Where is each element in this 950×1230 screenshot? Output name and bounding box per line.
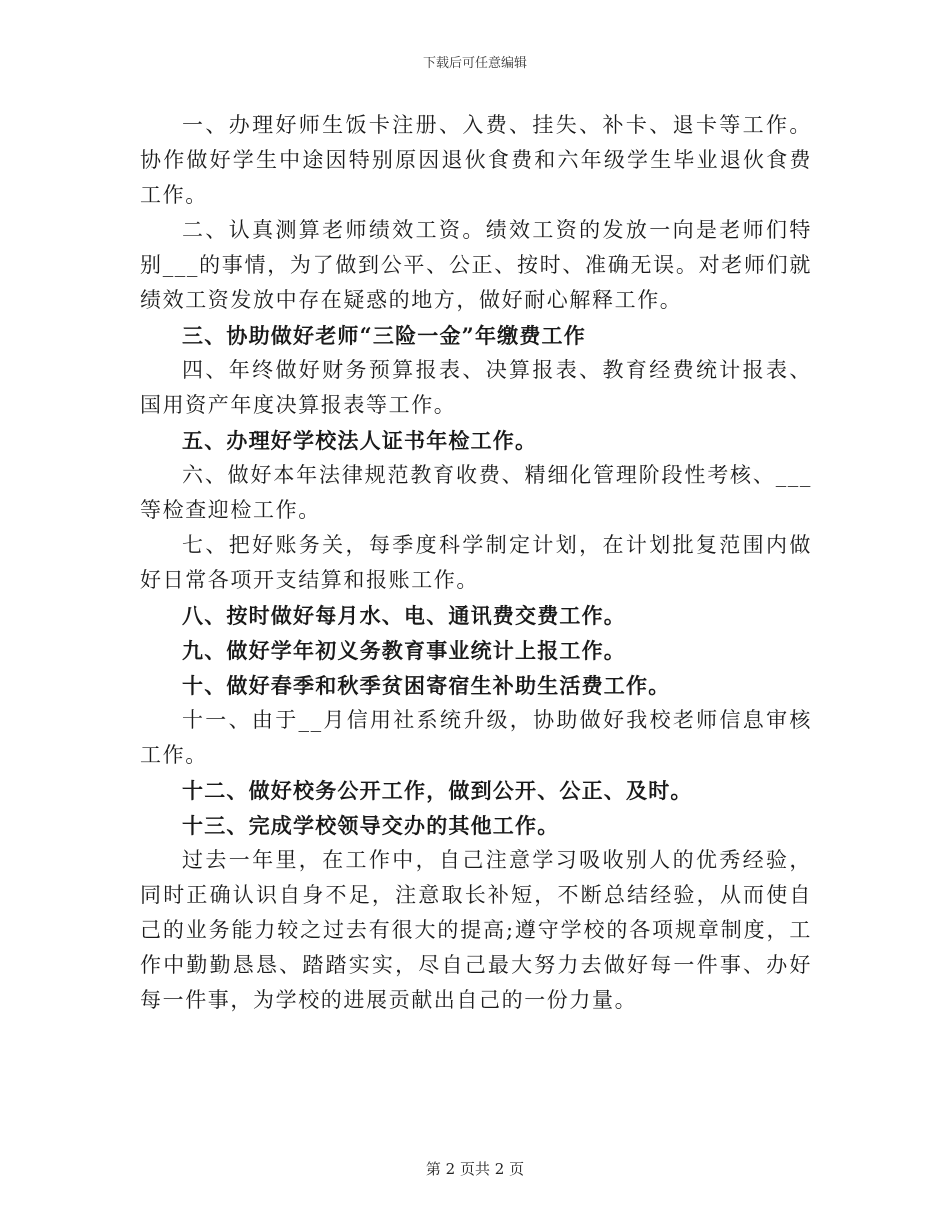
page-header: 下载后可任意编辑 (422, 56, 527, 71)
paragraph-9: 九、做好学年初义务教育事业统计上报工作。 (182, 638, 626, 663)
paragraph-12: 十二、做好校务公开工作，做到公开、公正、及时。 (182, 778, 693, 803)
paragraph-1: 一、办理好师生饭卡注册、入费、挂失、补卡、退卡等工作。协作做好学生中途因特别原因退伙食费和六年级学生毕业退伙食费工作。 (140, 113, 812, 207)
paragraph-3: 三、协助做好老师“三险一金”年缴费工作 (182, 323, 586, 348)
paragraph-8: 八、按时做好每月水、电、通讯费交费工作。 (182, 603, 626, 628)
paragraph-4: 四、年终做好财务预算报表、决算报表、教育经费统计报表、国用资产年度决算报表等工作。 (140, 358, 812, 417)
paragraph-6: 六、做好本年法律规范教育收费、精细化管理阶段性考核、___等检查迎检工作。 (140, 463, 812, 522)
paragraph-7: 七、把好账务关，每季度科学制定计划，在计划批复范围内做好日常各项开支结算和报账工作。 (140, 533, 812, 592)
page-footer: 第 2 页共 2 页 (425, 1160, 525, 1178)
paragraph-summary: 过去一年里，在工作中，自己注意学习吸收别人的优秀经验，同时正确认识自身不足，注意取长补短，不断总结经验，从而使自己的业务能力较之过去有很大的提高;遵守学校的各项规章制度，工作中勤勤恳恳、踏踏实实，尽自己最大努力去做好每一件事、办好每一件事，为学校的进展贡献出自己的一份力量。 (140, 848, 812, 1012)
paragraph-11: 十一、由于__月信用社系统升级，协助做好我校老师信息审核工作。 (140, 708, 812, 767)
paragraph-10: 十、做好春季和秋季贫困寄宿生补助生活费工作。 (182, 673, 671, 698)
paragraph-2: 二、认真测算老师绩效工资。绩效工资的发放一向是老师们特别___的事情，为了做到公平、公正、按时、准确无误。对老师们就绩效工资发放中存在疑惑的地方，做好耐心解释工作。 (140, 218, 812, 312)
paragraph-13: 十三、完成学校领导交办的其他工作。 (182, 813, 560, 838)
paragraph-5: 五、办理好学校法人证书年检工作。 (182, 428, 538, 453)
document-body (140, 108, 812, 1018)
